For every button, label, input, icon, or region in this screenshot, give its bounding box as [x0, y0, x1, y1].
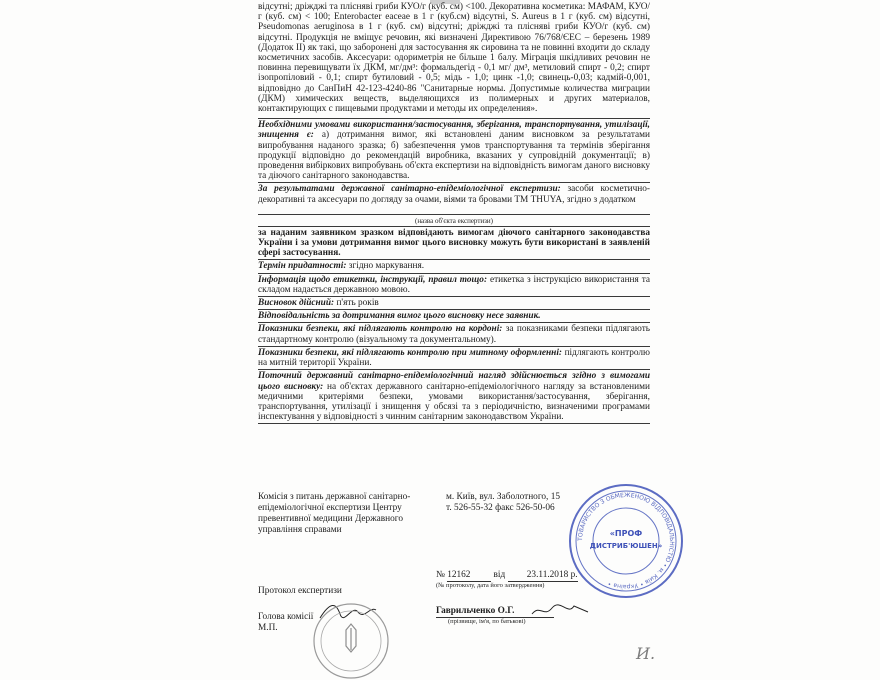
customs-control-row	[258, 347, 650, 370]
address-line: м. Київ, вул. Заболотного, 15	[446, 492, 560, 502]
labeling-text: етикетка з інструкцією використання та складом надається державною мовою.	[258, 274, 651, 295]
number-prefix: №	[436, 570, 445, 580]
compliance-statement: за наданим заявником зразком відповідають вимогам діючого санітарного законодавства України і за умови дотримання вимог цього висновку можуть бути використані в заявленій сфері застосування.	[258, 226, 650, 261]
government-seal	[312, 602, 390, 680]
validity-label: Термін придатності:	[258, 261, 347, 272]
term-label: Висновок дійсний:	[258, 298, 335, 309]
date-prefix: від	[493, 570, 506, 580]
svg-text:ТОВАРИСТВО З ОБМЕЖЕНОЮ ВІДПОВІ	[577, 492, 675, 590]
protocol-number-caption: (№ протоколу, дата його затвердження)	[436, 582, 545, 589]
border-text: за показниками безпеки підлягають стандартному контролю (візуальному та документальному).	[258, 324, 650, 345]
conditions-text: а) дотримання вимог, які встановлені даним висновком за результатами випробування наданого зразка; б) забезпечення умов транспортування та термінів зберігання продукції відповідно до рекомендацій виробника, вказаних у супровідній документації; в) проведення вибіркових випробувань об'єкта експертизи на відповідність вимогам даного висновку та діючого санітарного законодавства.	[258, 130, 650, 182]
object-caption: (назва об'єкта експертизи)	[414, 216, 493, 225]
company-stamp	[567, 482, 685, 600]
labeling-label: Інформація щодо етикетки, інструкції, правил тощо:	[258, 274, 488, 285]
results-text: засоби косметично-декоративні та аксесуари по догляду за очами, віями та бровами ТМ THUYA, згідно з додатком	[258, 184, 651, 205]
validity-text: згідно маркування.	[346, 261, 425, 272]
protocol-date: 23.11.2018 р.	[508, 570, 578, 582]
results-row	[258, 183, 650, 214]
term-row	[258, 297, 650, 310]
signer-caption: (прізвище, ім'я, по батькові)	[448, 618, 526, 625]
stamp-center-top: «ПРОФ	[609, 529, 643, 538]
labeling-row	[258, 274, 650, 297]
border-label: Показники безпеки, які підлягають контролю на кордоні:	[258, 324, 503, 335]
term-text: п'ять років	[334, 298, 379, 309]
conditions-label: Необхідними умовами використання/застосування, зберігання, транспортування, утилізації, знищення є:	[258, 120, 650, 141]
seal-place-label: М.П.	[258, 623, 278, 633]
conditions-row	[258, 118, 650, 183]
requirements-paragraph: відсутні; дріжджі та плісняві гриби КУО/г (куб. см) <100. Декоративна косметика: МАФАМ, КУО/г (куб. см) < 100; Enterobacter eaceae в 1 г (куб.см) відсутні, S. Aureus в 1 г (куб. см) відсутні, Pseudomonas aeruginosa в 1 г (куб. см) відсутні; дріжджі та плісняві гриби КУО/г (куб. см) відсутні. Продукція не вміщує речовин, які визначені Директивою 76/768/ЄЕС – березень 1989 (Додаток II) як такі, що заборонені для застосування як сировина та не повинні входити до складу косметичних засобів. Аксесуари: одориметрія не більше 1 балу. Міграція шкідливих речовин не повинна перевищувати їх ДКМ, мг/дм³: формальдегід - 0,1 мг/ дм³, метиловий спирт - 0,2; спирт ізопропіловий - 0,1; спирт бутиловий - 0,5; мідь - 1,0; цинк -1,0; свинець-0,03; кадмій-0,001, відповідно до СанПиН 42-123-4240-86 "Санитарные нормы. Допустимые количества миграции (ДКМ) химических веществ, выделяющихся из полимерных и других материалов, контактирующих с пищевыми продуктами и методы их определения».	[258, 2, 650, 115]
supervision-row	[258, 370, 650, 424]
stamp-center-main: ДИСТРИБ'ЮШЕН»	[589, 542, 663, 550]
border-control-row	[258, 323, 650, 346]
head-label: Голова комісії	[258, 612, 314, 622]
signer-name: Гаврильченко О.Г.	[436, 606, 554, 618]
supervision-label: Поточний державний санітарно-епідеміологічний нагляд здійснюється згідно з вимогами цього висновку:	[258, 371, 650, 392]
protocol-number: 12162	[447, 570, 491, 582]
responsibility-row: Відповідальність за дотримання вимог цього висновку несе заявник.	[258, 310, 650, 323]
customs-label: Показники безпеки, які підлягають контролю при митному оформленні:	[258, 347, 563, 358]
handwritten-mark: И.	[636, 644, 656, 663]
document-body	[258, 0, 650, 424]
customs-text: підлягають контролю на митній території України.	[258, 347, 650, 369]
protocol-label: Протокол експертизи	[258, 586, 342, 596]
results-label: За результатами державної санітарно-епідеміологічної експертизи:	[258, 184, 561, 195]
commission-name: Комісія з питань державної санітарно-епідеміологічної експертизи Центру превентивної медицини Державного управління справами	[258, 492, 411, 535]
head-signature	[530, 600, 590, 620]
validity-row	[258, 260, 650, 273]
supervision-text: на об'єктах державного санітарно-епідеміологічного нагляду за встановленими медичними критеріями безпеки, умовами використання/застосування, зберігання, транспортування, утилізації і знищення у обсязі та з періодичністю, визначеними програмами інспектування у відповідності з чинним санітарним законодавством України.	[258, 381, 650, 423]
stamp-ring-text: ТОВАРИСТВО З ОБМЕЖЕНОЮ ВІДПОВІДАЛЬНІСТЮ • м. Київ • Україна •	[576, 491, 676, 591]
phone-line: т. 526-55-32 факс 526-50-06	[446, 503, 555, 513]
